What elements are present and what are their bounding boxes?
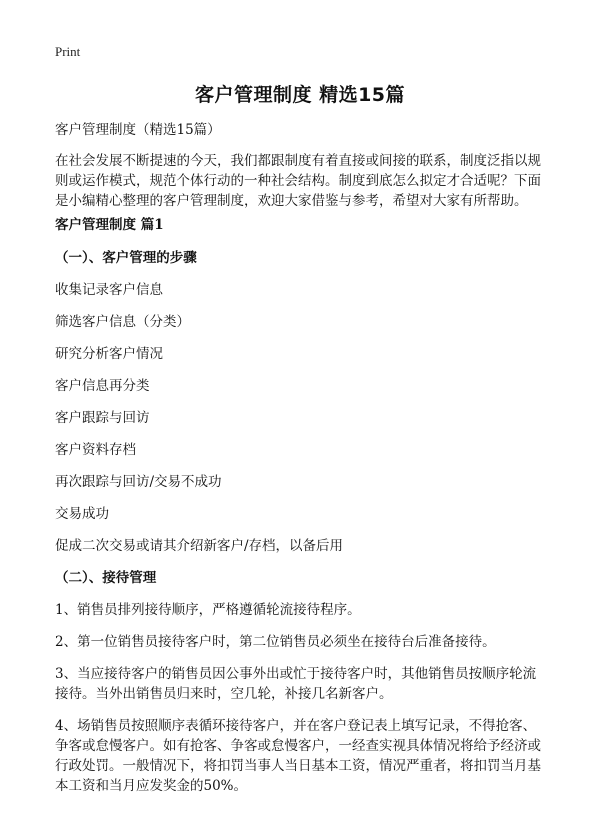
intro-line-1: 在社会发展不断提速的今天，我们都跟制度有着直接或间接的联系，制度泛指以规 [55,153,541,169]
document-title: 客户管理制度 精选15篇 [194,84,406,106]
rule-3-line-1: 3、当应接待客户的销售员因公事外出或忙于接待客户时，其他销售员按顺序轮流 [55,666,537,682]
step-item: 筛选客户信息（分类） [55,314,190,330]
step-item: 收集记录客户信息 [55,282,163,298]
intro-line-2: 则或运作模式，规范个体行动的一种社会结构。制度到底怎么拟定才合适呢？下面 [55,173,541,189]
section-heading-steps: （一）、客户管理的步骤 [55,250,197,266]
rule-4-line-4: 本工资和当月应发奖金的50%。 [55,778,248,794]
section-heading-reception: （二）、接待管理 [55,570,157,586]
rule-2: 2、第一位销售员接待客户时，第二位销售员必须坐在接待台后准备接待。 [55,634,496,650]
rule-4-line-1: 4、场销售员按照顺序表循环接待客户，并在客户登记表上填写记录，不得抢客、 [55,718,537,734]
chapter-heading: 客户管理制度 篇1 [55,217,164,233]
rule-3-line-2: 接待。当外出销售员归来时，空几轮，补接几名新客户。 [55,686,393,702]
step-item: 研究分析客户情况 [55,346,163,362]
rule-1: 1、销售员排列接待顺序，严格遵循轮流接待程序。 [55,602,361,618]
intro-line-3: 是小编精心整理的客户管理制度，欢迎大家借鉴与参考，希望对大家有所帮助。 [55,193,528,209]
print-label[interactable]: Print [55,44,81,59]
rule-4-line-2: 争客或怠慢客户。如有抢客、争客或怠慢客户，一经查实视具体情况将给予经济或 [55,738,541,754]
step-item: 促成二次交易或请其介绍新客户/存档，以备后用 [55,538,344,554]
step-item: 客户跟踪与回访 [55,410,150,426]
document-subtitle: 客户管理制度（精选15篇） [55,122,221,138]
step-item: 交易成功 [55,506,109,522]
step-item: 再次跟踪与回访/交易不成功 [55,474,222,490]
step-item: 客户资料存档 [55,442,136,458]
rule-4-line-3: 行政处罚。一般情况下，将扣罚当事人当日基本工资，情况严重者，将扣罚当月基 [55,758,541,774]
step-item: 客户信息再分类 [55,378,150,394]
